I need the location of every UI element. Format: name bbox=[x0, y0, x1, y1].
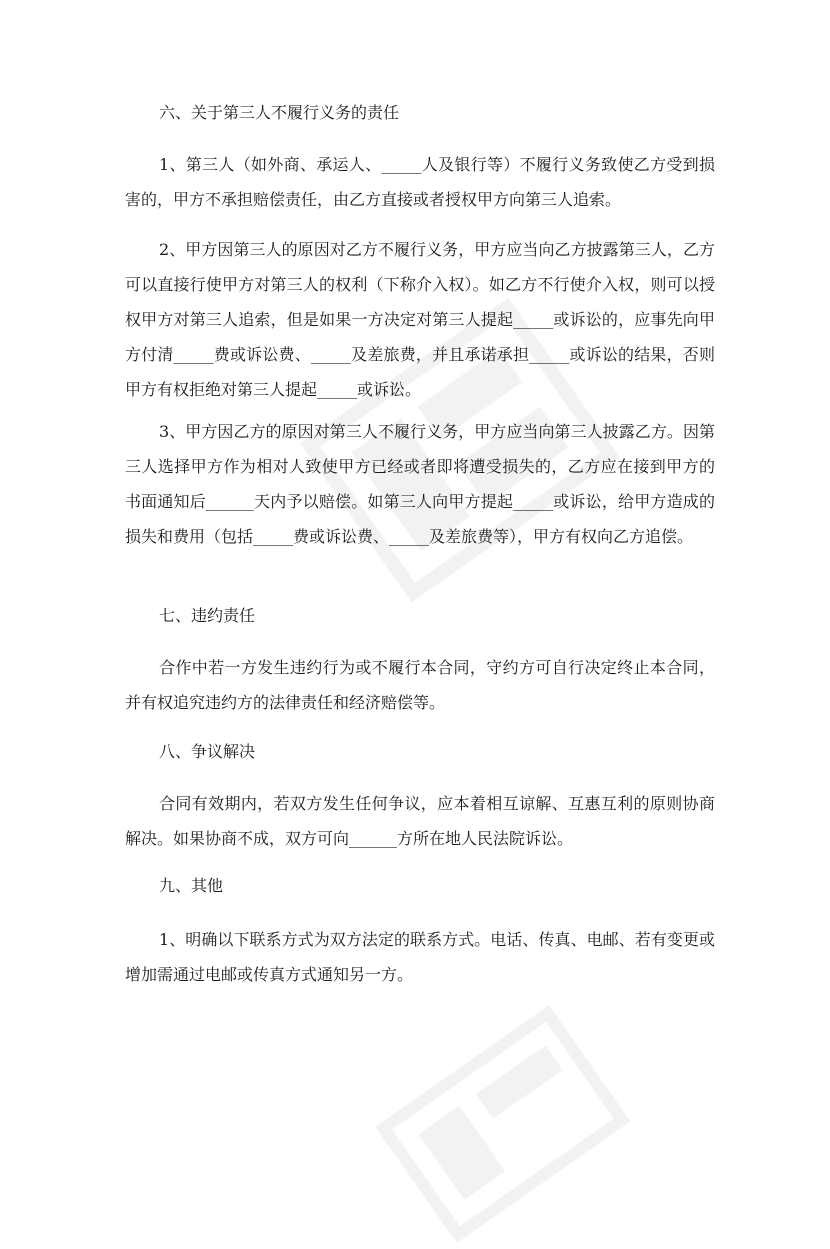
section-6-heading: 六、关于第三人不履行义务的责任 bbox=[159, 103, 400, 122]
section-9-heading: 九、其他 bbox=[159, 876, 224, 895]
section-8-heading: 八、争议解决 bbox=[159, 742, 256, 761]
section-6-paragraph-2: 2、甲方因第三人的原因对乙方不履行义务，甲方应当向乙方披露第三人，乙方可以直接行使甲方对第三人的权利（下称介入权）。如乙方不行使介入权，则可以授权甲方对第三人追索，但是如果一方决定对第三人提起_____或诉讼的，应事先向甲方付清_____费或诉讼费、_____及差旅费，并且承诺承担_____或诉讼的结果，否则甲方有权拒绝对第三人提起_____或诉讼。 bbox=[125, 240, 715, 399]
section-9-paragraph-1: 1、明确以下联系方式为双方法定的联系方式。电话、传真、电邮、若有变更或增加需通过电邮或传真方式通知另一方。 bbox=[125, 930, 715, 984]
section-7-paragraph-1: 合作中若一方发生违约行为或不履行本合同，守约方可自行决定终止本合同，并有权追究违约方的法律责任和经济赔偿等。 bbox=[125, 658, 715, 712]
section-6-paragraph-3: 3、甲方因乙方的原因对第三人不履行义务，甲方应当向第三人披露乙方。因第三人选择甲方作为相对人致使甲方已经或者即将遭受损失的，乙方应在接到甲方的书面通知后______天内予以赔偿。如第三人向甲方提起_____或诉讼，给甲方造成的损失和费用（包括_____费或诉讼费、_____及差旅费等），甲方有权向乙方追偿。 bbox=[125, 422, 715, 546]
section-6-paragraph-1: 1、第三人（如外商、承运人、_____人及银行等）不履行义务致使乙方受到损害的，甲方不承担赔偿责任，由乙方直接或者授权甲方向第三人追索。 bbox=[125, 155, 715, 209]
section-7-heading: 七、违约责任 bbox=[159, 606, 256, 625]
watermark-stamp-icon bbox=[364, 991, 636, 1248]
section-8-paragraph-1: 合同有效期内，若双方发生任何争议，应本着相互谅解、互惠互利的原则协商解决。如果协商不成，双方可向______方所在地人民法院诉讼。 bbox=[125, 794, 715, 848]
